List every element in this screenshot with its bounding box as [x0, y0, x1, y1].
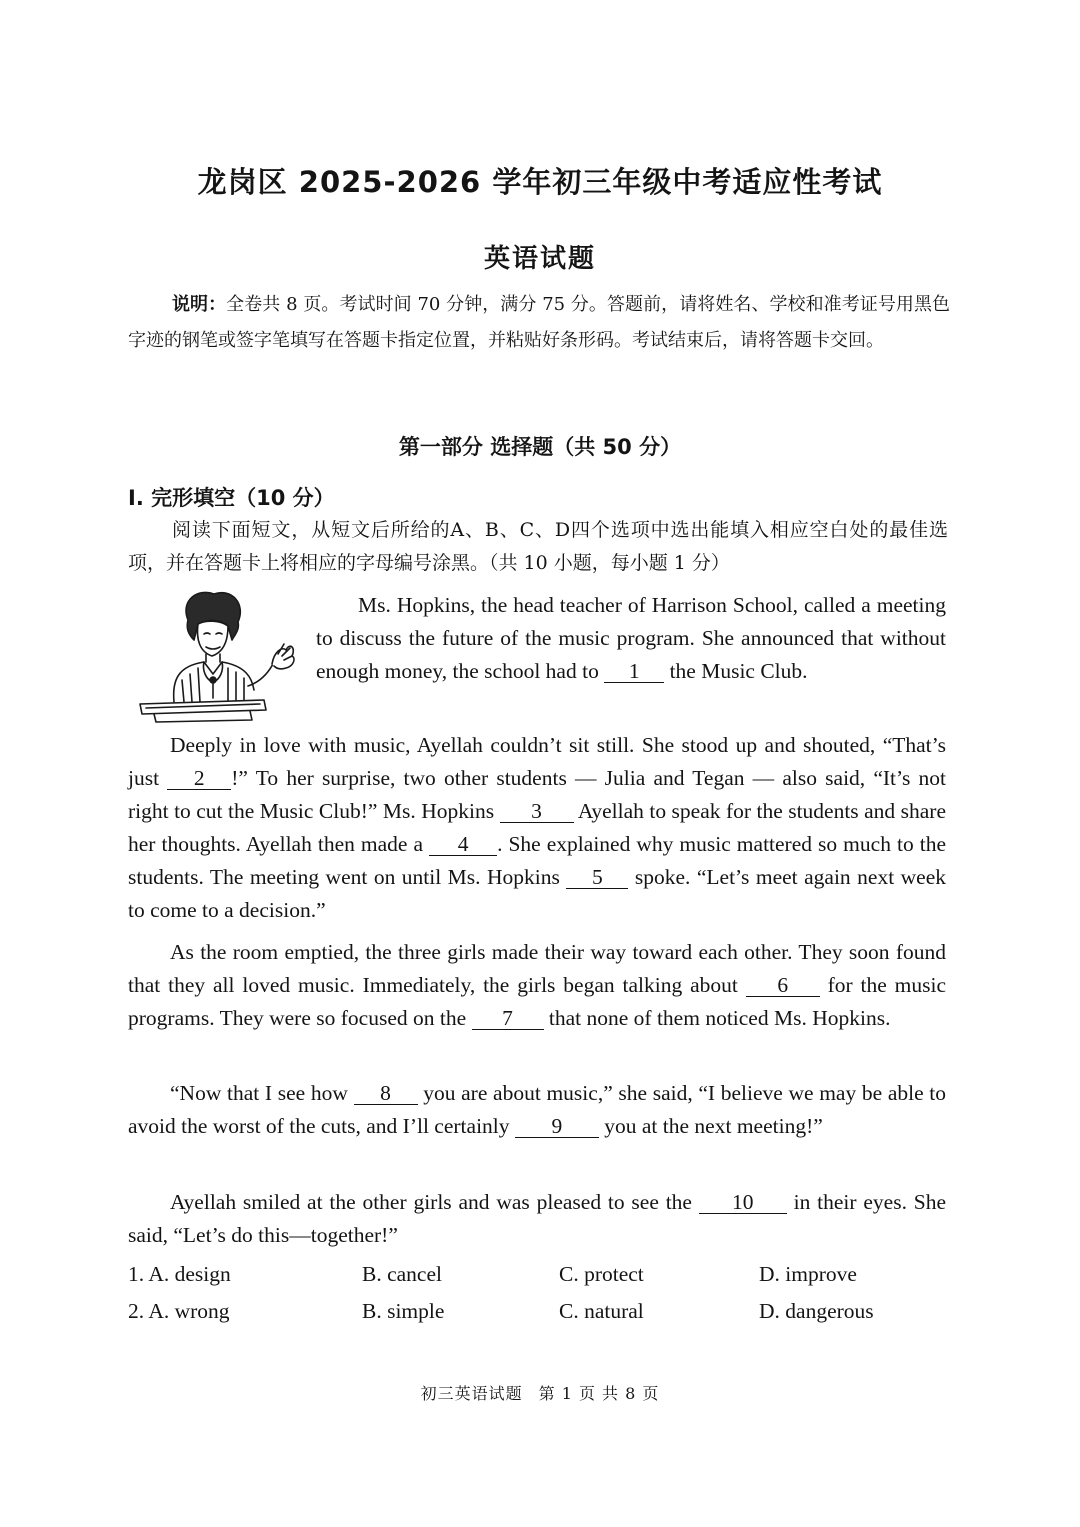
answer-options — [128, 1262, 948, 1336]
passage-text: Deeply in love with music, Ayellah couldn’t sit still. She stood up and shouted, “That’s just — [128, 733, 946, 790]
passage-text: “Now that I see how — [170, 1081, 348, 1105]
part-heading: 第一部分 选择题（共 50 分） — [398, 435, 682, 459]
blank-2: 2 — [167, 767, 231, 790]
blank-5: 5 — [566, 866, 628, 889]
footer-page-number: 第 1 页 共 8 页 — [538, 1384, 660, 1403]
option-1b: B. cancel — [362, 1262, 442, 1286]
passage-paragraph-3 — [128, 936, 946, 1035]
option-row-2 — [128, 1299, 948, 1336]
option-2a: 2. A. wrong — [128, 1299, 230, 1323]
passage-text: . She explained why music mattered so much to the students. The meeting went on until Ms. Hopkins — [128, 832, 946, 889]
section-directions: 阅读下面短文，从短文后所给的A、B、C、D四个选项中选出能填入相应空白处的最佳选项，并在答题卡上将相应的字母编号涂黑。（共 10 小题，每小题 1 分） — [128, 519, 948, 574]
blank-8: 8 — [354, 1082, 418, 1105]
passage-text: Ayellah smiled at the other girls and was pleased to see the — [170, 1190, 692, 1214]
blank-3: 3 — [500, 800, 574, 823]
footer-paper-name: 初三英语试题 — [420, 1384, 523, 1403]
instructions-label: 说明： — [172, 294, 227, 315]
passage-text: spoke. “Let’s meet again next week to come to a decision.” — [128, 865, 947, 922]
passage-text: you are about music,” she said, “I believe we may be able to avoid the worst of the cuts, and I’ll certainly — [128, 1081, 947, 1138]
blank-9: 9 — [515, 1115, 599, 1138]
passage-text: for the music programs. They were so focused on the — [128, 973, 947, 1030]
passage-text: Ayellah to speak for the students and share her thoughts. Ayellah then made a — [128, 799, 946, 856]
section-heading: I. 完形填空（10 分） — [128, 486, 335, 510]
teacher-at-podium-illustration — [136, 590, 298, 724]
option-row-1 — [128, 1262, 948, 1299]
blank-1: 1 — [604, 660, 664, 683]
option-1d: D. improve — [759, 1262, 857, 1286]
instructions-text: 全卷共 8 页。考试时间 70 分钟，满分 75 分。答题前，请将姓名、学校和准考证号用黑色字迹的钢笔或签字笔填写在答题卡指定位置，并粘贴好条形码。考试结束后，请将答题卡交回。 — [128, 294, 950, 351]
option-2b: B. simple — [362, 1299, 445, 1323]
option-1a: 1. A. design — [128, 1262, 231, 1286]
passage-text: Ms. Hopkins, the head teacher of Harrison School, called a meeting to discuss the future of the music program. She announced that without enough money, the school had to — [316, 593, 946, 683]
option-1c: C. protect — [559, 1262, 644, 1286]
blank-6: 6 — [746, 974, 820, 997]
passage-paragraph-1 — [316, 589, 946, 688]
option-2d: D. dangerous — [759, 1299, 874, 1323]
passage-text: !” To her surprise, two other students — Julia and Tegan — also said, “It’s not right to cut the Music Club!” Ms. Hopkins — [128, 766, 947, 823]
passage-paragraph-4 — [128, 1077, 946, 1143]
blank-10: 10 — [699, 1191, 787, 1214]
passage-text: As the room emptied, the three girls made their way toward each other. They soon found that they all loved music. Immediately, the girls began talking about — [128, 940, 946, 997]
page-footer — [0, 1381, 1080, 1404]
passage-paragraph-2 — [128, 729, 946, 927]
passage-paragraph-5 — [128, 1186, 946, 1252]
blank-7: 7 — [472, 1007, 544, 1030]
blank-4: 4 — [429, 833, 497, 856]
exam-title: 龙岗区 2025-2026 学年初三年级中考适应性考试 — [197, 165, 883, 199]
passage-text: that none of them noticed Ms. Hopkins. — [548, 1006, 891, 1030]
exam-subtitle: 英语试题 — [483, 244, 596, 274]
instructions — [128, 287, 950, 359]
option-2c: C. natural — [559, 1299, 644, 1323]
passage-text: the Music Club. — [669, 659, 808, 683]
passage-text: you at the next meeting!” — [604, 1114, 823, 1138]
passage-text: in their eyes. She said, “Let’s do this—together!” — [128, 1190, 947, 1247]
